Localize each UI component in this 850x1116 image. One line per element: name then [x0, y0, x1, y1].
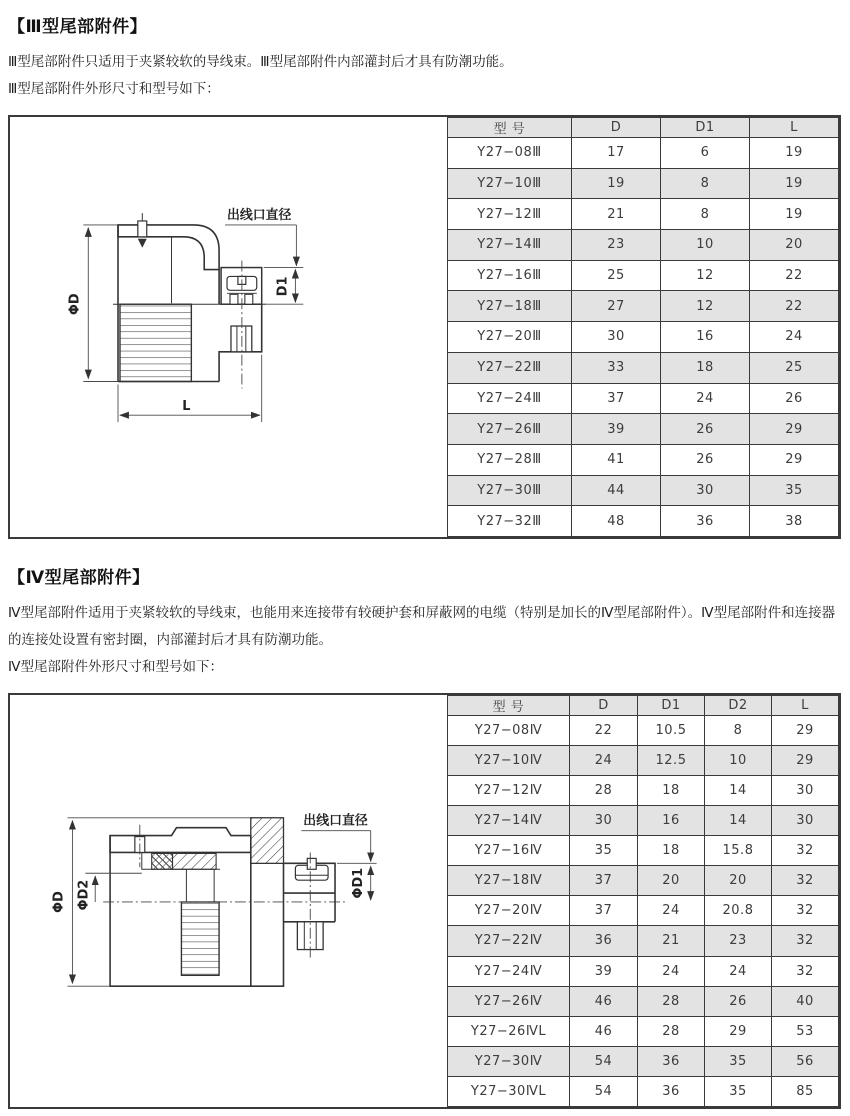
table-cell: Y27−30ⅣL	[448, 1076, 570, 1106]
clamp-tab-right	[245, 294, 253, 304]
table-cell: 20	[638, 866, 705, 896]
table-row	[448, 1016, 839, 1046]
section-title-iv: 【Ⅳ型尾部附件】	[8, 568, 150, 588]
table-cell: 6	[661, 138, 750, 169]
section-iii-paragraph-2: Ⅲ型尾部附件外形尺寸和型号如下：	[8, 81, 220, 97]
table-cell: 46	[570, 1016, 638, 1046]
table-cell: 16	[661, 322, 750, 353]
cap-set-screw	[138, 221, 147, 237]
table-cell: 18	[661, 352, 750, 383]
table-cell: Y27−10Ⅲ	[448, 168, 572, 199]
table-row	[448, 475, 839, 506]
table-cell: 26	[750, 383, 839, 414]
table-cell: 22	[750, 260, 839, 291]
table-cell: 38	[750, 506, 839, 537]
table-cell: 30	[661, 475, 750, 506]
table-cell: 46	[570, 986, 638, 1016]
table-cell: 48	[572, 506, 661, 537]
table-cell: 54	[570, 1046, 638, 1076]
table-row	[448, 716, 839, 746]
table-cell: 28	[570, 776, 638, 806]
table-row	[448, 352, 839, 383]
table-cell: 12.5	[638, 746, 705, 776]
type-iv-dimension-table	[447, 695, 839, 1107]
table-cell: 14	[705, 806, 772, 836]
column-header: D2	[705, 696, 772, 716]
column-header: D1	[638, 696, 705, 716]
table-cell: 30	[572, 322, 661, 353]
table-cell: 8	[661, 168, 750, 199]
table-cell: Y27−16Ⅳ	[448, 836, 570, 866]
table-cell: Y27−16Ⅲ	[448, 260, 572, 291]
flange-hatched	[251, 818, 284, 864]
table-cell: 32	[772, 866, 839, 896]
table-cell: 21	[572, 199, 661, 230]
table-cell: 8	[661, 199, 750, 230]
d1-label: D1	[275, 276, 291, 297]
section-title-iii: 【Ⅲ型尾部附件】	[8, 17, 148, 37]
table-cell: 21	[638, 926, 705, 956]
table-cell: 35	[570, 836, 638, 866]
table-row	[448, 806, 839, 836]
table-cell: Y27−22Ⅲ	[448, 352, 572, 383]
table-cell: Y27−30Ⅲ	[448, 475, 572, 506]
table-cell: 53	[772, 1016, 839, 1046]
table-cell: 27	[572, 291, 661, 322]
table-row	[448, 956, 839, 986]
table-cell: 39	[570, 956, 638, 986]
lower-screw	[231, 326, 252, 352]
table-cell: 29	[772, 746, 839, 776]
table-cell: 36	[638, 1046, 705, 1076]
table-cell: 41	[572, 444, 661, 475]
table-cell: Y27−18Ⅲ	[448, 291, 572, 322]
table-cell: 12	[661, 291, 750, 322]
table-row	[448, 746, 839, 776]
table-cell: 35	[705, 1046, 772, 1076]
table-cell: Y27−20Ⅲ	[448, 322, 572, 353]
table-cell: 19	[750, 168, 839, 199]
table-cell: 54	[570, 1076, 638, 1106]
table-cell: 36	[638, 1076, 705, 1106]
type-iv-drawing	[10, 695, 447, 1107]
type-iii-drawing-svg	[10, 117, 447, 537]
outlet-diameter-label: 出线口直径	[227, 207, 292, 223]
type-iii-drawing	[10, 117, 447, 537]
table-cell: 40	[772, 986, 839, 1016]
table-row	[448, 260, 839, 291]
table-cell: 14	[705, 776, 772, 806]
table-cell: 30	[772, 806, 839, 836]
table-cell: 24	[638, 896, 705, 926]
table-cell: 10	[705, 746, 772, 776]
section-iv-paragraph-1: Ⅳ型尾部附件适用于夹紧较软的导线束，也能用来连接带有较硬护套和屏蔽网的电缆（特别是加长的Ⅳ型尾部附件）。Ⅳ型尾部附件和连接器的连接处设置有密封圈，内部灌封后才具有防潮功能。	[8, 605, 836, 648]
table-cell: 32	[772, 836, 839, 866]
table-row	[448, 1076, 839, 1106]
table-cell: 36	[661, 506, 750, 537]
table-row	[448, 1046, 839, 1076]
table-cell: 37	[570, 866, 638, 896]
table-cell: 30	[772, 776, 839, 806]
column-header: D	[572, 118, 661, 138]
table-cell: 24	[570, 746, 638, 776]
table-cell: 20.8	[705, 896, 772, 926]
table-cell: 32	[772, 926, 839, 956]
cap-hatched-band	[110, 828, 251, 853]
table-row	[448, 926, 839, 956]
table-header-row	[448, 118, 839, 138]
table-cell: 20	[750, 230, 839, 261]
set-screw-arrow	[138, 239, 147, 248]
section-type-iv	[8, 563, 841, 1109]
table-cell: 18	[638, 776, 705, 806]
table-cell: Y27−20Ⅳ	[448, 896, 570, 926]
table-cell: 29	[750, 414, 839, 445]
table-cell: 10	[661, 230, 750, 261]
clamp-screw-slot	[307, 858, 316, 869]
column-header: L	[750, 118, 839, 138]
table-cell: 26	[705, 986, 772, 1016]
section-type-iii	[8, 12, 841, 539]
table-cell: 22	[570, 716, 638, 746]
table-row	[448, 230, 839, 261]
knurl-section	[120, 304, 191, 381]
table-row	[448, 168, 839, 199]
table-cell: 33	[572, 352, 661, 383]
table-cell: 24	[750, 322, 839, 353]
table-row	[448, 444, 839, 475]
table-cell: 26	[661, 444, 750, 475]
table-cell: Y27−10Ⅳ	[448, 746, 570, 776]
table-cell: Y27−08Ⅲ	[448, 138, 572, 169]
type-iv-figure-panel	[8, 693, 841, 1109]
column-header: 型 号	[448, 696, 570, 716]
l-label: L	[182, 399, 191, 415]
table-cell: 22	[750, 291, 839, 322]
table-cell: Y27−24Ⅲ	[448, 383, 572, 414]
table-cell: Y27−22Ⅳ	[448, 926, 570, 956]
column-header: 型 号	[448, 118, 572, 138]
table-cell: 39	[572, 414, 661, 445]
table-cell: 28	[638, 986, 705, 1016]
type-iii-figure-panel	[8, 115, 841, 539]
table-row	[448, 414, 839, 445]
table-cell: 10.5	[638, 716, 705, 746]
table-row	[448, 322, 839, 353]
table-cell: Y27−26Ⅲ	[448, 414, 572, 445]
table-cell: 23	[705, 926, 772, 956]
table-row	[448, 199, 839, 230]
section-iv-paragraph-2: Ⅳ型尾部附件外形尺寸和型号如下：	[8, 659, 223, 675]
table-cell: 24	[705, 956, 772, 986]
table-row	[448, 896, 839, 926]
knurl-section	[181, 902, 219, 975]
table-row	[448, 986, 839, 1016]
table-cell: 18	[638, 836, 705, 866]
table-cell: 29	[705, 1016, 772, 1046]
table-cell: 25	[750, 352, 839, 383]
table-cell: 32	[772, 896, 839, 926]
table-cell: 35	[705, 1076, 772, 1106]
table-cell: 20	[705, 866, 772, 896]
phid-label: ΦD	[51, 891, 67, 913]
table-cell: Y27−14Ⅳ	[448, 806, 570, 836]
table-row	[448, 291, 839, 322]
table-cell: 37	[572, 383, 661, 414]
table-cell: 16	[638, 806, 705, 836]
table-cell: 24	[638, 956, 705, 986]
seal-diag-hatched	[173, 853, 217, 869]
cap-hatched-section	[118, 225, 219, 270]
table-row	[448, 866, 839, 896]
table-cell: Y27−28Ⅲ	[448, 444, 572, 475]
outlet-diameter-label: 出线口直径	[303, 813, 368, 829]
column-header: L	[772, 696, 839, 716]
table-header-row	[448, 696, 839, 716]
table-cell: 30	[570, 806, 638, 836]
table-row	[448, 836, 839, 866]
table-cell: 37	[570, 896, 638, 926]
table-cell: 26	[661, 414, 750, 445]
table-cell: Y27−30Ⅳ	[448, 1046, 570, 1076]
table-cell: 28	[638, 1016, 705, 1046]
table-row	[448, 506, 839, 537]
table-cell: 24	[661, 383, 750, 414]
table-cell: Y27−12Ⅳ	[448, 776, 570, 806]
type-iv-drawing-svg	[10, 695, 447, 1107]
table-cell: 85	[772, 1076, 839, 1106]
table-cell: 19	[750, 199, 839, 230]
table-cell: 15.8	[705, 836, 772, 866]
table-cell: 12	[661, 260, 750, 291]
table-cell: Y27−24Ⅳ	[448, 956, 570, 986]
table-cell: 29	[772, 716, 839, 746]
table-cell: Y27−12Ⅲ	[448, 199, 572, 230]
table-cell: 19	[572, 168, 661, 199]
table-cell: Y27−14Ⅲ	[448, 230, 572, 261]
seal-cross-hatched	[152, 853, 173, 869]
table-cell: Y27−18Ⅳ	[448, 866, 570, 896]
table-cell: Y27−26ⅣL	[448, 1016, 570, 1046]
table-cell: 8	[705, 716, 772, 746]
table-cell: 25	[572, 260, 661, 291]
table-cell: Y27−08Ⅳ	[448, 716, 570, 746]
table-cell: 32	[772, 956, 839, 986]
table-cell: 56	[772, 1046, 839, 1076]
table-cell: 36	[570, 926, 638, 956]
table-cell: 17	[572, 138, 661, 169]
table-cell: 19	[750, 138, 839, 169]
column-header: D	[570, 696, 638, 716]
column-header: D1	[661, 118, 750, 138]
table-row	[448, 383, 839, 414]
table-cell: Y27−32Ⅲ	[448, 506, 572, 537]
table-cell: 23	[572, 230, 661, 261]
section-iii-paragraph-1: Ⅲ型尾部附件只适用于夹紧较软的导线束。Ⅲ型尾部附件内部灌封后才具有防潮功能。	[8, 54, 513, 70]
table-cell: 44	[572, 475, 661, 506]
phid2-label: ΦD2	[76, 879, 92, 911]
phid1-label: ΦD1	[350, 867, 366, 899]
type-iii-dimension-table	[447, 117, 839, 537]
table-cell: 29	[750, 444, 839, 475]
phid-label: ΦD	[67, 293, 83, 316]
clamp-tab-left	[230, 294, 238, 304]
table-row	[448, 138, 839, 169]
table-cell: Y27−26Ⅳ	[448, 986, 570, 1016]
table-cell: 35	[750, 475, 839, 506]
table-row	[448, 776, 839, 806]
